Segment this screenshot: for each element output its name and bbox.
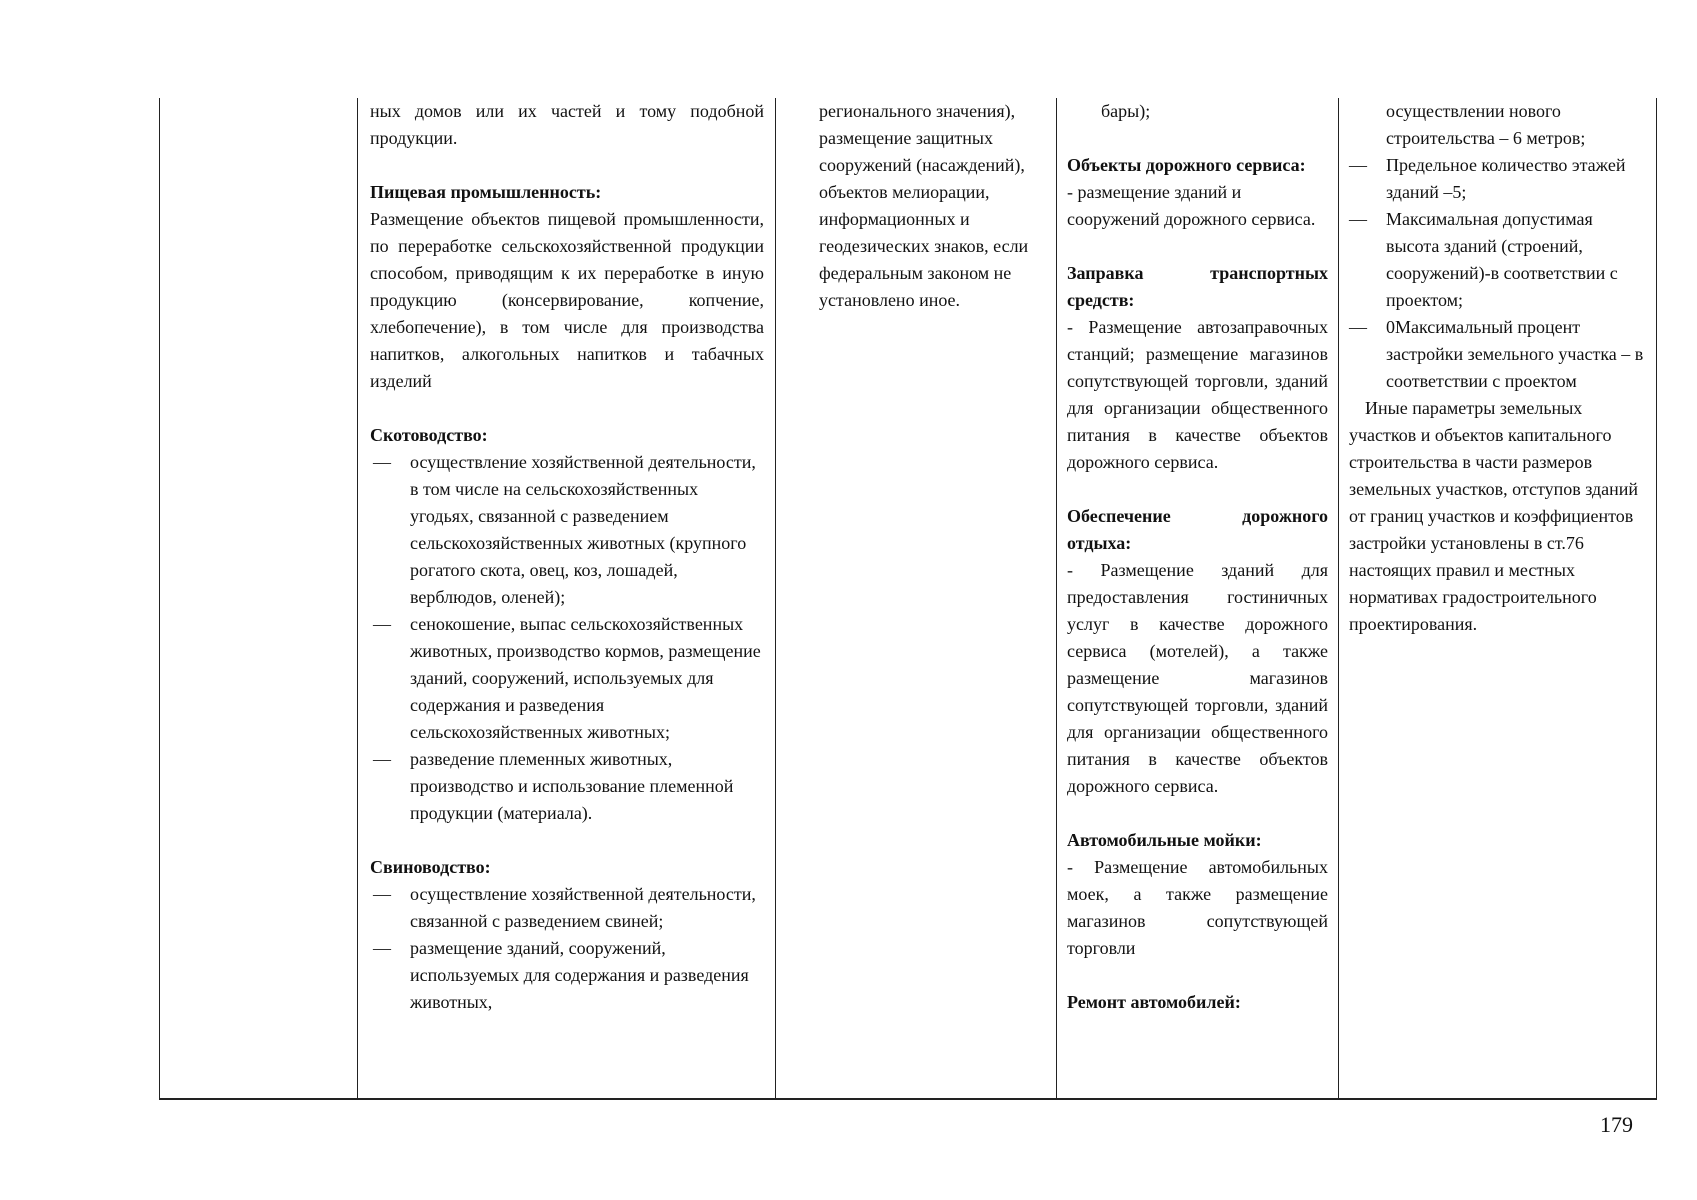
- car-wash-title: Автомобильные мойки:: [1067, 830, 1262, 850]
- param-coverage: 0Максимальный процент застройки земельного участка – в соответствии с проектом: [1386, 317, 1644, 391]
- cattle-title: Скотоводство:: [370, 425, 488, 445]
- col4-cell: [1057, 98, 1339, 1099]
- list-item: [1349, 314, 1648, 395]
- list-item: [1349, 152, 1648, 206]
- fuel-text: - Размещение автозаправочных станций; размещение магазинов сопутствующей торговли, зданий для организации общественного питания в качестве объектов дорожного сервиса.: [1067, 317, 1328, 472]
- pig-title: Свиноводство:: [370, 857, 491, 877]
- list-item: [370, 935, 764, 1016]
- road-rest-text: - Размещение зданий для предоставления гостиничных услуг в качестве дорожного сервиса (мотелей), а также размещение магазинов сопутствующей торговли, зданий для организации общественного питания в качестве объектов дорожного сервиса.: [1067, 560, 1328, 796]
- pig-item-1: осуществление хозяйственной деятельности, связанной с разведением свиней;: [410, 884, 756, 931]
- col5-intro: осуществлении нового строительства – 6 метров;: [1386, 101, 1586, 148]
- cattle-item-2: сенокошение, выпас сельскохозяйственных животных, производство кормов, размещение зданий, сооружений, используемых для содержания и разведения сельскохозяйственных животных;: [410, 614, 761, 742]
- param-height: Максимальная допустимая высота зданий (строений, сооружений)-в соответствии с проектом;: [1386, 209, 1618, 310]
- zoning-table: [159, 98, 1657, 1100]
- col2-cell: [358, 98, 776, 1099]
- cattle-item-1: осуществление хозяйственной деятельности, в том числе на сельскохозяйственных угодьях, связанной с разведением сельскохозяйственных животных (крупного рогатого скота, овец, коз, лошадей, верблюдов, оленей);: [410, 452, 756, 607]
- list-item: [1349, 206, 1648, 314]
- table-row: [160, 98, 1657, 1099]
- list-item: [370, 881, 764, 935]
- param-floors: Предельное количество этажей зданий –5;: [1386, 155, 1626, 202]
- page-number: 179: [1600, 1112, 1633, 1137]
- road-rest-title: Обеспечение дорожного отдыха:: [1067, 506, 1328, 553]
- list-item: [370, 449, 764, 611]
- dash-bullet: —: [373, 614, 391, 634]
- cattle-item-3: разведение племенных животных, производство и использование племенной продукции (материала).: [410, 749, 734, 823]
- road-service-text: - размещение зданий и сооружений дорожного сервиса.: [1067, 182, 1316, 229]
- food-industry-text: Размещение объектов пищевой промышленности, по переработке сельскохозяйственной продукции способом, приводящим к их переработке в иную продукцию (консервирование, копчение, хлебопечение), в том числе для производства напитков, алкогольных напитков и табачных изделий: [370, 209, 764, 391]
- dash-bullet: —: [1349, 317, 1367, 337]
- dash-bullet: —: [1349, 209, 1367, 229]
- col4-intro: бары);: [1101, 101, 1151, 121]
- col2-intro: ных домов или их частей и тому подобной продукции.: [370, 101, 764, 148]
- list-item: [370, 746, 764, 827]
- dash-bullet: —: [373, 749, 391, 769]
- list-item: [370, 611, 764, 746]
- road-service-title: Объекты дорожного сервиса:: [1067, 155, 1306, 175]
- car-wash-text: - Размещение автомобильных моек, а также размещение магазинов сопутствующей торговли: [1067, 857, 1328, 958]
- pig-item-2: размещение зданий, сооружений, используемых для содержания и разведения животных,: [410, 938, 749, 1012]
- dash-bullet: —: [373, 884, 391, 904]
- col5-cell: [1339, 98, 1657, 1099]
- dash-bullet: —: [1349, 155, 1367, 175]
- col3-cell: [776, 98, 1057, 1099]
- fuel-title: Заправка транспортных средств:: [1067, 263, 1328, 310]
- food-industry-title: Пищевая промышленность:: [370, 182, 602, 202]
- dash-bullet: —: [373, 452, 391, 472]
- dash-bullet: —: [373, 938, 391, 958]
- col3-text: регионального значения), размещение защитных сооружений (насаждений), объектов мелиорации, информационных и геодезических знаков, если федеральным законом не установлено иное.: [819, 101, 1029, 310]
- car-repair-title: Ремонт автомобилей:: [1067, 992, 1241, 1012]
- other-params-text: Иные параметры земельных участков и объектов капитального строительства в части размеров земельных участков, отступов зданий от границ участков и коэффициентов застройки установлены в ст.76 настоящих правил и местных нормативах градостроительного проектирования.: [1349, 398, 1639, 634]
- col1-cell: [160, 98, 358, 1099]
